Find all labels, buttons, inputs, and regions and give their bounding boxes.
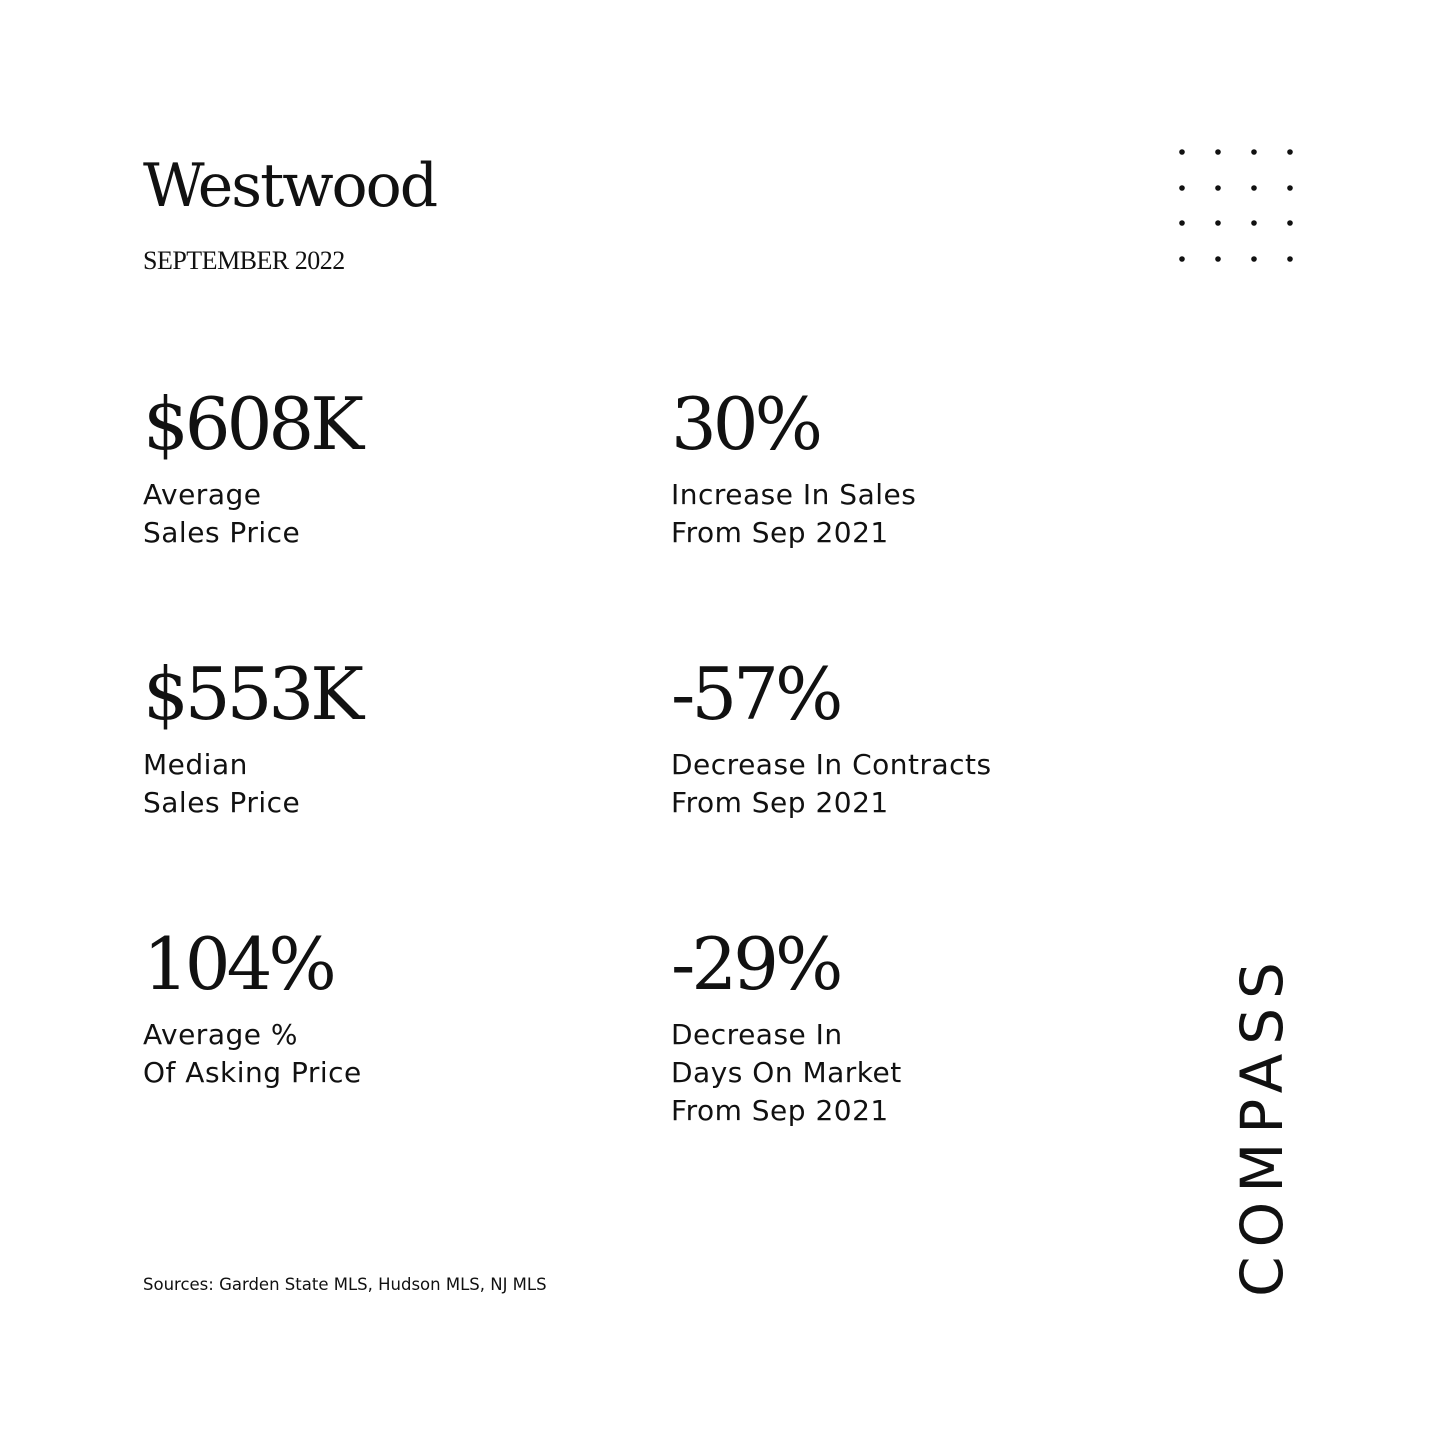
- stat-value: $608K: [143, 382, 361, 466]
- stat-label-line: From Sep 2021: [671, 516, 889, 549]
- stat-value: -29%: [671, 922, 840, 1006]
- stat-value: 30%: [671, 382, 820, 466]
- stat-value: 104%: [143, 922, 333, 1006]
- stat-label-line: Sales Price: [143, 786, 301, 819]
- stat-label-line: Sales Price: [143, 516, 301, 549]
- page-subtitle-date: SEPTEMBER 2022: [143, 246, 345, 275]
- stat-label: [143, 746, 563, 822]
- stat-label: [143, 1016, 563, 1092]
- stat-label: [143, 476, 563, 552]
- compass-logo-text: COMPASS: [1228, 953, 1296, 1297]
- stat-label-line: Average %: [143, 1018, 298, 1051]
- stat-label-line: Median: [143, 748, 248, 781]
- stat-value: -57%: [671, 652, 840, 736]
- stat-label-line: From Sep 2021: [671, 1094, 889, 1127]
- stat-label: [671, 746, 1091, 822]
- stat-label: [671, 476, 1091, 552]
- stat-label-line: Increase In Sales: [671, 478, 917, 511]
- stat-label-line: From Sep 2021: [671, 786, 889, 819]
- stat-label-line: Of Asking Price: [143, 1056, 362, 1089]
- stat-decrease-in-contracts: [671, 654, 1091, 822]
- stat-average-percent-of-asking: [143, 924, 563, 1092]
- stat-label: [671, 1016, 1091, 1130]
- stat-label-line: Decrease In: [671, 1018, 843, 1051]
- stat-label-line: Days On Market: [671, 1056, 902, 1089]
- stat-average-sales-price: [143, 384, 563, 552]
- stat-value: $553K: [143, 652, 361, 736]
- page-title: Westwood: [143, 151, 437, 221]
- stat-median-sales-price: [143, 654, 563, 822]
- stat-label-line: Decrease In Contracts: [671, 748, 992, 781]
- stat-increase-in-sales: [671, 384, 1091, 552]
- sources-footnote: Sources: Garden State MLS, Hudson MLS, NJ MLS: [143, 1275, 547, 1294]
- stat-decrease-in-days-on-market: [671, 924, 1091, 1130]
- dot-grid-icon: [1176, 146, 1296, 266]
- stat-label-line: Average: [143, 478, 262, 511]
